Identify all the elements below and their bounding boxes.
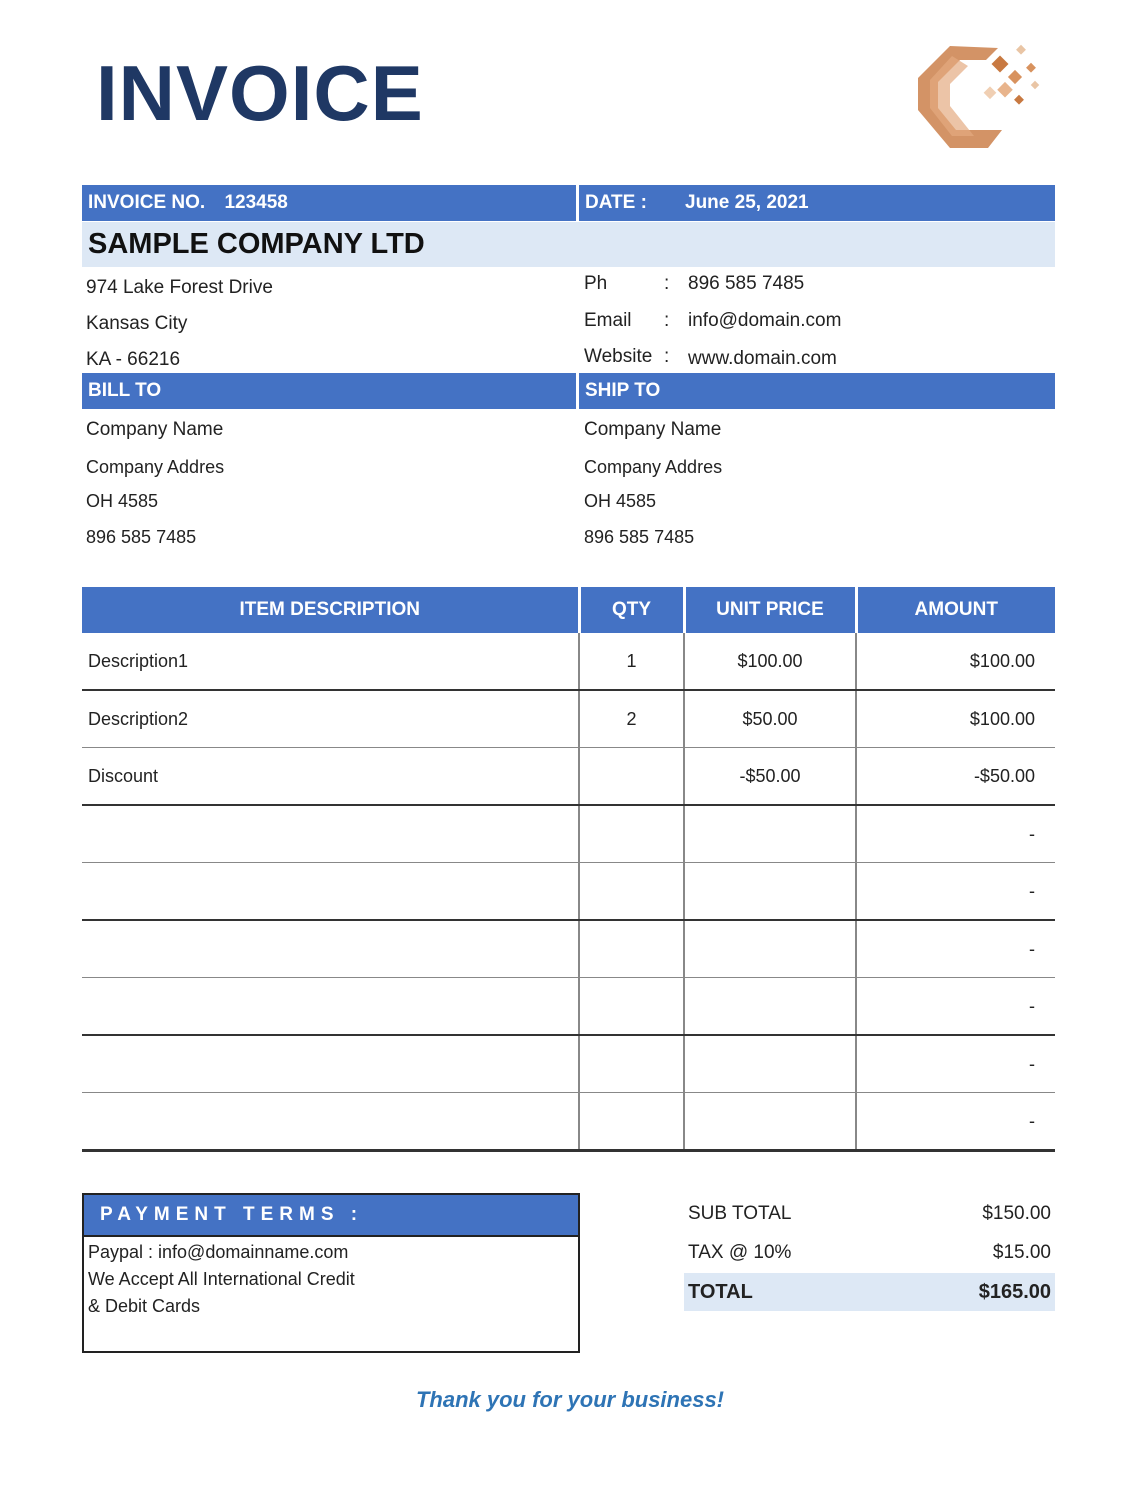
date-bar [579, 185, 1055, 221]
item-unit-price [684, 805, 856, 863]
item-description: Description2 [82, 690, 579, 748]
invoice-no-label: INVOICE NO. [88, 192, 206, 213]
contact-sep: : [664, 310, 670, 331]
company-logo-icon [890, 38, 1050, 158]
item-qty: 2 [579, 690, 684, 748]
ship-to-line: 896 585 7485 [584, 527, 695, 547]
table-row [82, 1035, 1055, 1093]
item-qty [579, 863, 684, 921]
item-amount: - [856, 805, 1055, 863]
item-amount: -$50.00 [856, 748, 1055, 806]
items-header-row [82, 587, 1055, 633]
contact-email: info@domain.com [688, 310, 842, 331]
total-row [684, 1273, 1055, 1311]
item-qty [579, 978, 684, 1036]
table-row [82, 978, 1055, 1036]
table-row [82, 863, 1055, 921]
col-qty: QTY [579, 587, 684, 633]
contact-sep: : [664, 346, 670, 367]
item-amount: - [856, 978, 1055, 1036]
item-qty [579, 920, 684, 978]
item-qty [579, 1093, 684, 1151]
table-row [82, 1093, 1055, 1151]
tax-value: $15.00 [992, 1242, 1051, 1263]
subtotal-label: SUB TOTAL [688, 1203, 792, 1224]
address-line: 974 Lake Forest Drive [86, 277, 273, 298]
bill-to-line: Company Name [86, 419, 224, 440]
item-qty [579, 748, 684, 806]
payment-line: & Debit Cards [88, 1296, 201, 1316]
item-unit-price: $50.00 [684, 690, 856, 748]
items-table [82, 587, 1055, 1152]
item-description [82, 863, 579, 921]
bill-to-line: 896 585 7485 [86, 527, 197, 547]
contact-phone: 896 585 7485 [688, 273, 805, 294]
item-description [82, 805, 579, 863]
payment-terms-heading: PAYMENT TERMS : [84, 1193, 578, 1237]
bill-to-heading: BILL TO [82, 373, 576, 409]
table-row [82, 805, 1055, 863]
payment-line: Paypal : info@domainname.com [88, 1242, 349, 1262]
item-unit-price [684, 863, 856, 921]
ship-to-heading: SHIP TO [579, 373, 1055, 409]
ship-to-line: Company Addres [584, 457, 723, 477]
item-amount: - [856, 1035, 1055, 1093]
item-description [82, 1035, 579, 1093]
contact-label-email: Email [584, 310, 632, 331]
tax-row [684, 1234, 1055, 1272]
contact-website: www.domain.com [688, 348, 837, 369]
item-unit-price: -$50.00 [684, 748, 856, 806]
item-amount: $100.00 [856, 690, 1055, 748]
item-description: Discount [82, 748, 579, 806]
table-row [82, 633, 1055, 690]
col-item-description: ITEM DESCRIPTION [82, 587, 579, 633]
ship-to-line: OH 4585 [584, 491, 657, 511]
invoice-title: INVOICE [96, 49, 424, 137]
payment-line: We Accept All International Credit [88, 1269, 355, 1289]
total-value: $165.00 [978, 1281, 1051, 1303]
contact-label-website: Website [584, 346, 653, 367]
item-description [82, 920, 579, 978]
item-amount: - [856, 920, 1055, 978]
table-row [82, 690, 1055, 748]
item-qty [579, 1035, 684, 1093]
ship-to-line: Company Name [584, 419, 722, 440]
subtotal-row [684, 1195, 1055, 1233]
contact-label-phone: Ph [584, 273, 608, 294]
payment-terms-box [82, 1193, 580, 1353]
invoice-no-value: 123458 [224, 192, 288, 213]
bill-to-line: OH 4585 [86, 491, 159, 511]
item-qty: 1 [579, 633, 684, 690]
table-row [82, 920, 1055, 978]
total-label: TOTAL [688, 1281, 753, 1303]
tax-label: TAX @ 10% [688, 1242, 792, 1263]
item-unit-price: $100.00 [684, 633, 856, 690]
item-unit-price [684, 978, 856, 1036]
company-name: SAMPLE COMPANY LTD [82, 222, 1055, 267]
address-line: Kansas City [86, 313, 188, 334]
item-amount: - [856, 1093, 1055, 1151]
address-line: KA - 66216 [86, 349, 181, 370]
item-unit-price [684, 1035, 856, 1093]
bill-to-line: Company Addres [86, 457, 225, 477]
table-row [82, 748, 1055, 806]
thank-you-message: Thank you for your business! [415, 1387, 725, 1412]
col-unit-price: UNIT PRICE [684, 587, 856, 633]
item-unit-price [684, 920, 856, 978]
invoice-number-bar [82, 185, 576, 221]
col-amount: AMOUNT [856, 587, 1055, 633]
item-unit-price [684, 1093, 856, 1151]
item-description: Description1 [82, 633, 579, 690]
date-label: DATE : [585, 192, 647, 213]
contact-sep: : [664, 273, 670, 294]
item-description [82, 1093, 579, 1151]
item-amount: $100.00 [856, 633, 1055, 690]
item-qty [579, 805, 684, 863]
subtotal-value: $150.00 [982, 1203, 1051, 1224]
item-description [82, 978, 579, 1036]
date-value: June 25, 2021 [685, 192, 809, 213]
item-amount: - [856, 863, 1055, 921]
